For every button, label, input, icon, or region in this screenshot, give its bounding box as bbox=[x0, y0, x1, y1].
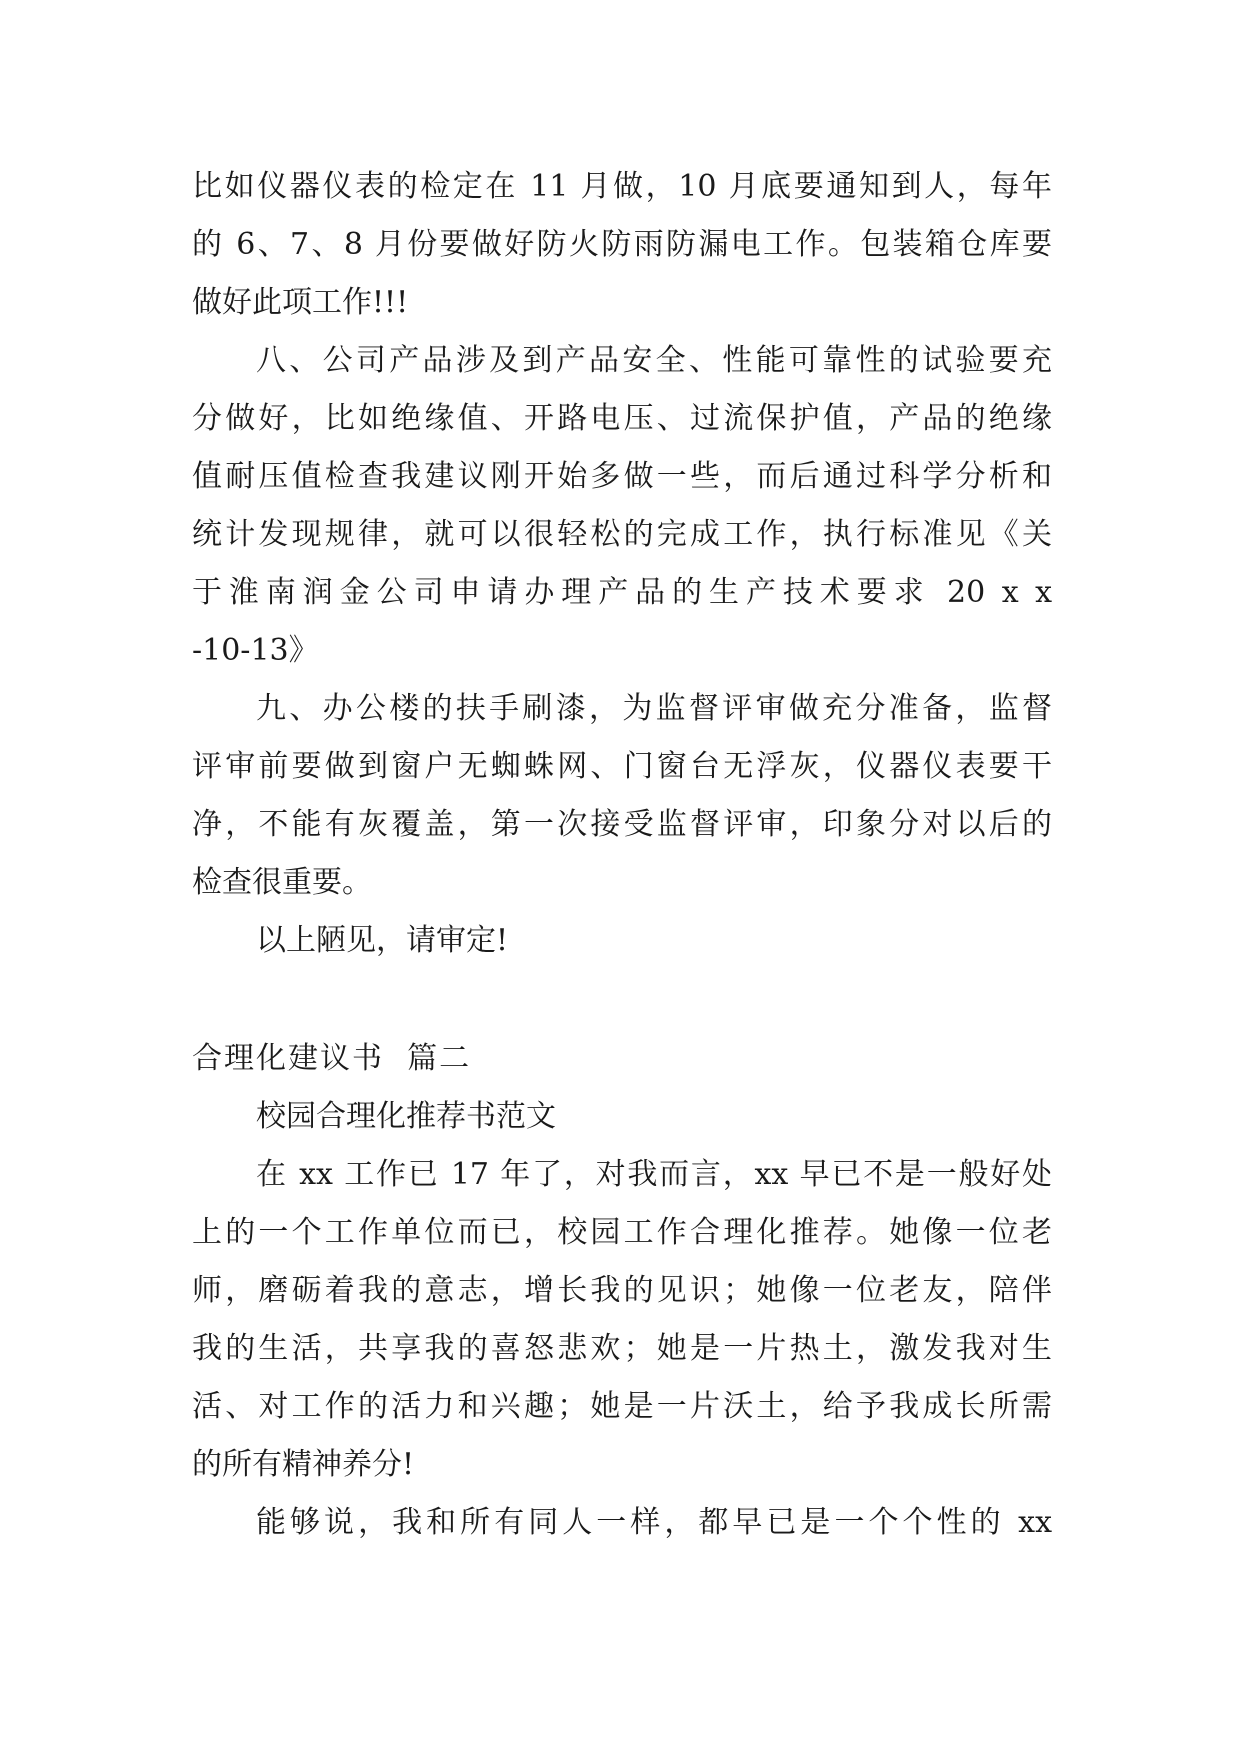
paragraph-line: 活、对工作的活力和兴趣；她是一片沃土，给予我成长所需 bbox=[192, 1389, 1052, 1424]
paragraph-line: 比如仪器仪表的检定在 11 月做，10 月底要通知到人，每年 bbox=[192, 169, 1052, 204]
paragraph-line: 师，磨砺着我的意志，增长我的见识；她像一位老友，陪伴 bbox=[192, 1273, 1052, 1308]
paragraph-line: 统计发现规律，就可以很轻松的完成工作，执行标准见《关 bbox=[192, 517, 1052, 552]
section-subheading: 校园合理化推荐书范文 bbox=[256, 1099, 556, 1134]
paragraph-line: 在 xx 工作已 17 年了，对我而言，xx 早已不是一般好处 bbox=[256, 1157, 1052, 1192]
paragraph-line: 于淮南润金公司申请办理产品的生产技术要求 20 x x bbox=[192, 575, 1052, 610]
paragraph-line: 评审前要做到窗户无蜘蛛网、门窗台无浮灰，仪器仪表要干 bbox=[192, 749, 1052, 784]
paragraph-line: 分做好，比如绝缘值、开路电压、过流保护值，产品的绝缘 bbox=[192, 401, 1052, 436]
paragraph-line: 能够说，我和所有同人一样，都早已是一个个性的 xx bbox=[256, 1505, 1052, 1540]
document-page bbox=[192, 158, 1052, 1552]
closing-line: 以上陋见，请审定! bbox=[256, 923, 509, 958]
paragraph-line: 做好此项工作!!! bbox=[192, 285, 409, 320]
section-gap bbox=[192, 970, 1052, 1030]
paragraph-line: 九、办公楼的扶手刷漆，为监督评审做充分准备，监督 bbox=[256, 691, 1052, 726]
paragraph-line: 值耐压值检查我建议刚开始多做一些，而后通过科学分析和 bbox=[192, 459, 1052, 494]
paragraph-line: 净，不能有灰覆盖，第一次接受监督评审，印象分对以后的 bbox=[192, 807, 1052, 842]
section-heading: 合理化建议书 篇二 bbox=[192, 1041, 472, 1076]
paragraph-line: 的 6、7、8 月份要做好防火防雨防漏电工作。包装箱仓库要 bbox=[192, 227, 1052, 262]
paragraph-line: 我的生活，共享我的喜怒悲欢；她是一片热土，激发我对生 bbox=[192, 1331, 1052, 1366]
paragraph-line: 上的一个工作单位而已，校园工作合理化推荐。她像一位老 bbox=[192, 1215, 1052, 1250]
paragraph-line: 检查很重要。 bbox=[192, 865, 372, 900]
paragraph-line: -10-13》 bbox=[192, 633, 319, 668]
paragraph-line: 八、公司产品涉及到产品安全、性能可靠性的试验要充 bbox=[256, 343, 1052, 378]
paragraph-line: 的所有精神养分! bbox=[192, 1447, 415, 1482]
